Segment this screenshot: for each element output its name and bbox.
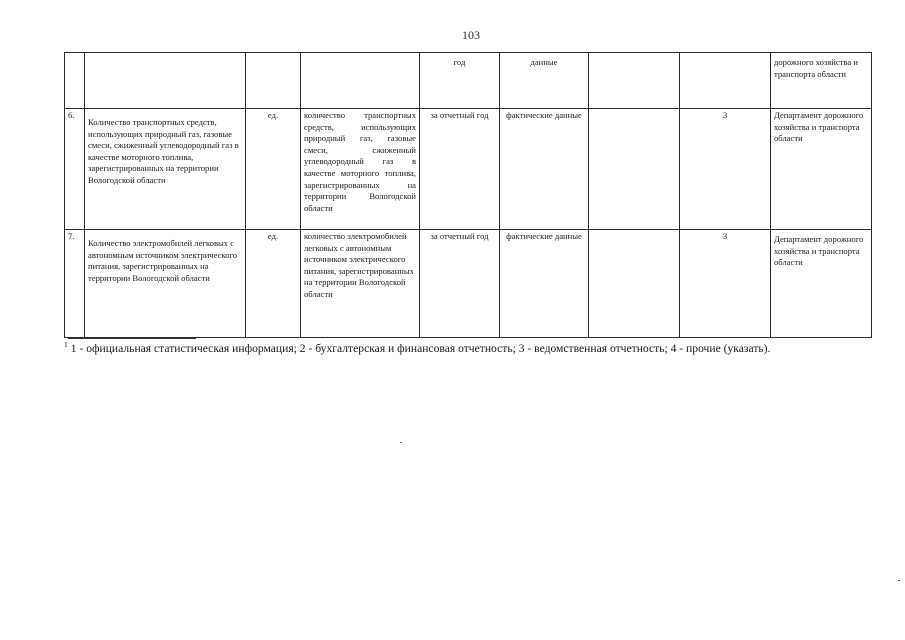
indicators-table [64, 52, 872, 338]
table-row-continuation [65, 53, 872, 109]
cell-unit [246, 53, 301, 109]
cell-indicator: Количество электромобилей легковых с автономным источником электрического питания, зарегистрированных на территории Вологодской области [85, 230, 246, 338]
cell-period: за отчетный год [420, 109, 500, 230]
cell-method [589, 53, 680, 109]
cell-num: 7. [65, 230, 85, 338]
footnote-marker: 1 [64, 340, 68, 349]
cell-method [589, 109, 680, 230]
cell-indicator [85, 53, 246, 109]
footnote-divider [68, 338, 196, 339]
cell-definition [301, 53, 420, 109]
cell-method [589, 230, 680, 338]
table-row [65, 109, 872, 230]
cell-unit: ед. [246, 230, 301, 338]
cell-period: за отчетный год [420, 230, 500, 338]
cell-source-code: 3 [680, 230, 771, 338]
cell-source-code: 3 [680, 109, 771, 230]
cell-data-type: фактические данные [500, 230, 589, 338]
scan-speck [898, 580, 900, 581]
scan-speck [400, 442, 402, 443]
footnote [64, 342, 770, 355]
footnote-text: 1 - официальная статистическая информация; 2 - бухгалтерская и финансовая отчетность; 3 - ведомственная отчетность; 4 - прочие (указать). [70, 342, 771, 355]
cell-data-type: фактические данные [500, 109, 589, 230]
cell-responsible: Департамент дорожного хозяйства и транспорта области [771, 230, 872, 338]
page-number: 103 [462, 28, 480, 42]
cell-period: год [420, 53, 500, 109]
cell-num: 6. [65, 109, 85, 230]
table-row [65, 230, 872, 338]
cell-indicator: Количество транспортных средств, использующих природный газ, газовые смеси, сжиженный углеводородный газ в качестве моторного топлива, зарегистрированных на территории Вологодской области [85, 109, 246, 230]
cell-data-type: данные [500, 53, 589, 109]
cell-num [65, 53, 85, 109]
cell-responsible: дорожного хозяйства и транспорта области [771, 53, 872, 109]
cell-responsible: Департамент дорожного хозяйства и транспорта области [771, 109, 872, 230]
cell-definition: количество транспортных средств, использующих природный газ, газовые смеси, сжиженный углеводородный газ в качестве моторного топлива, зарегистрированных на территории Вологодской области [301, 109, 420, 230]
cell-unit: ед. [246, 109, 301, 230]
cell-source-code [680, 53, 771, 109]
cell-definition: количество электромобилей легковых с автономным источником электрического питания, зарегистрированных на территории Вологодской области [301, 230, 420, 338]
